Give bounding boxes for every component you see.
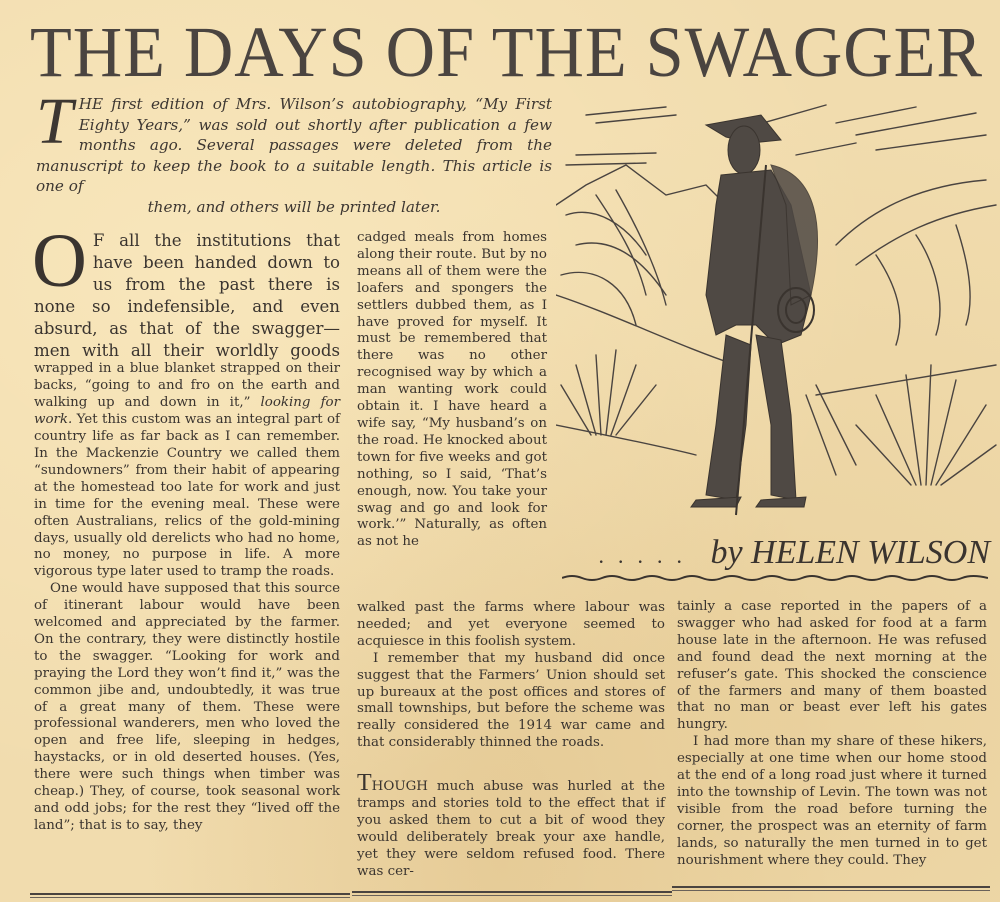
column-bottom-rule: [30, 893, 350, 895]
paragraph: I had more than my share of these hikers, especially at one time when our home stood at the end of a long road just where it turned into the township of Levin. The town was not visible from the road before turning the corner, the prospect was an eternity of farm lands, so naturally the men turned in to get nourishment where they could. They: [677, 734, 987, 868]
article-column-2: [357, 230, 547, 551]
article-column-1: [32, 219, 340, 835]
byline: [560, 534, 990, 572]
article-column-2-wide: [357, 600, 665, 752]
intro-last-line: them, and others will be printed later.: [147, 197, 441, 216]
paragraph-text: Yet this custom was an integral part of country life as far back as I can remember. In the Mackenzie Country we called them “sundowners” from their habit of appearing at the homestead too late for work and just in time for the evening meal. These were often Australians, relics of the gold-mining days, usually old derelicts who had no home, no money, no purpose in life. A more vigorous type later used to tramp the roads.: [34, 412, 340, 580]
article-drop-cap: O: [32, 219, 87, 303]
paragraph: One would have supposed that this source of itinerant labour would have been welcomed and appreciated by the farmer. On the contrary, they were distinctly hostile to the swagger. “Looking for work and praying the Lord they won’t find it,” was the common jibe and, undoubtedly, it was true of a great many of them. These were professional wanderers, men who loved the open and free life, sleeping in hedges, haystacks, or in old deserted houses. (Yes, there were such things when timber was cheap.) They, of course, took seasonal work and odd jobs; for the rest they “lived off the land”; that is to say, they: [34, 581, 340, 833]
byline-author: by HELEN WILSON: [710, 534, 990, 571]
intro-drop-cap: T: [36, 85, 73, 158]
intro-standfirst: [36, 85, 552, 217]
paragraph-text: much abuse was hurled at the tramps and stories told to the effect that if you asked them to cut a bit of wood they would deliberately break your axe handle, yet they were seldom refused food. There was cer-: [357, 779, 665, 879]
headline: THE DAYS OF THE SWAGGER: [30, 12, 983, 92]
paragraph-text: wrapped in a blue blanket strapped on their backs, “going to and fro on the earth and walking up and down in it,”: [34, 361, 340, 411]
section-caps: HOUGH: [371, 779, 428, 794]
byline-dots: .....: [598, 543, 697, 568]
paragraph: tainly a case reported in the papers of a swagger who had asked for food at a farm house late in the afternoon. He was refused and found dead the next morning at the refuser’s gate. This shocked the conscience of the farmers and many of them boasted that no man or beast ever left his gates hungry.: [677, 599, 987, 733]
paragraph: cadged meals from homes along their route. But by no means all of them were the loafers and spongers the settlers dubbed them, as I have proved for myself. It must be remembered that there was no other recognised way by which a man wanting work could obtain it. I have heard a wife say, “My husband’s on the road. He knocked about town for five weeks and got nothing, so I said, ‘That’s enough, now. You take your swag and go and look for work.’” Naturally, as often as not he: [357, 230, 547, 550]
intro-text: HE first edition of Mrs. Wilson’s autobiography, “My First Eighty Years,” was sold out shortly after publication a few months ago. Several passages were deleted from the manuscript to keep the book to a suitable length. This article is one of: [36, 95, 552, 195]
byline-wavy-rule: [562, 574, 988, 582]
column-bottom-rule-thin: [672, 890, 990, 891]
column-bottom-rule-thin: [352, 895, 672, 896]
paragraph: I remember that my husband did once suggest that the Farmers’ Union should set up bureaux at the post offices and stores of small townships, but before the scheme was really considered the 1914 war came and that considerably thinned the roads.: [357, 650, 665, 751]
article-lead-text: F all the institutions that have been handed down to us from the past there is none so indefensible, and even absurd, as that of the swagger—men with all their worldly goods: [34, 231, 340, 360]
paragraph: walked past the farms where labour was needed; and yet everyone seemed to acquiesce in this foolish system.: [357, 600, 665, 649]
article-section-though: [357, 770, 665, 880]
section-cap: T: [357, 770, 372, 796]
column-bottom-rule: [352, 891, 672, 893]
swagger-illustration: [556, 95, 998, 525]
paragraph-italic-text: looking for work.: [34, 395, 340, 428]
article-column-3: [677, 599, 987, 870]
column-bottom-rule: [672, 886, 990, 888]
column-bottom-rule-thin: [30, 897, 350, 898]
